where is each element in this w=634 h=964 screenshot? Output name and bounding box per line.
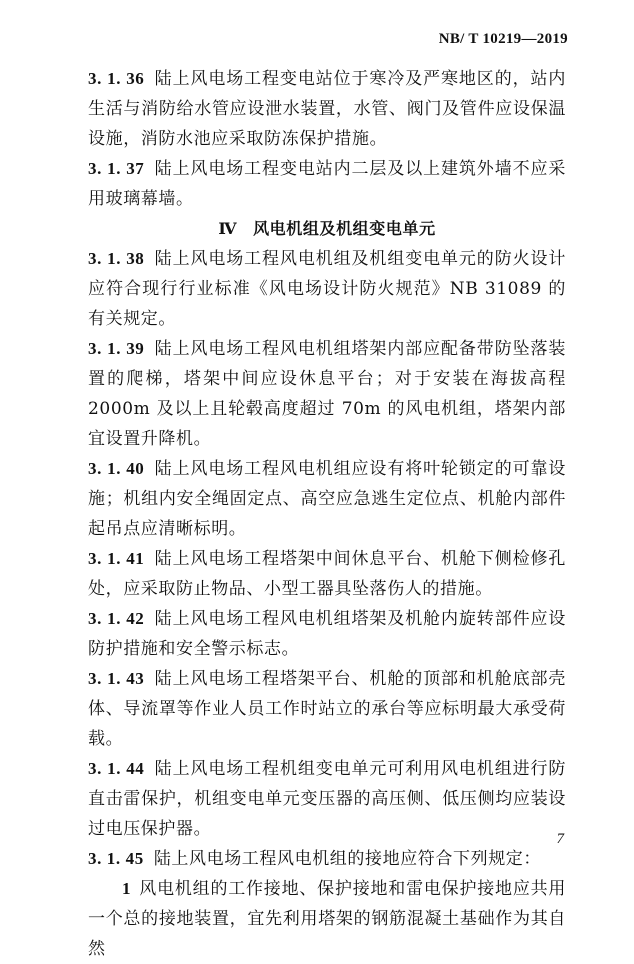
clause-number: 3. 1. 36: [88, 69, 145, 88]
clause-number: 3. 1. 41: [88, 549, 145, 568]
clause-text: 陆上风电场工程变电站内二层及以上建筑外墙不应采用玻璃幕墙。: [88, 159, 566, 209]
clause: [88, 664, 566, 754]
clause-number: 3. 1. 38: [88, 249, 145, 268]
clause: [88, 154, 566, 214]
clause: [88, 604, 566, 664]
clause: [88, 844, 566, 874]
clause-number: 3. 1. 45: [88, 849, 144, 868]
clause-number: 3. 1. 44: [88, 759, 145, 778]
clause-number: 3. 1. 43: [88, 669, 145, 688]
item-text: 风电机组的工作接地、保护接地和雷电保护接地应共用一个总的接地装置，宜先利用塔架的钢筋混凝土基础作为其自然: [88, 879, 566, 959]
clause-number: 3. 1. 39: [88, 339, 145, 358]
clause-list-a: [88, 64, 566, 214]
section-roman-numeral: Ⅳ: [218, 219, 238, 238]
clause-text: 陆上风电场工程风电机组塔架内部应配备带防坠落装置的爬梯，塔架中间应设休息平台；对于安装在海拔高程 2000m 及以上且轮毂高度超过 70m 的风电机组，塔架内部宜设置升降机。: [88, 339, 566, 449]
clause: [88, 334, 566, 454]
clause-text: 陆上风电场工程变电站位于寒冷及严寒地区的，站内生活与消防给水管应设泄水装置，水管、阀门及管件应设保温设施，消防水池应采取防冻保护措施。: [88, 69, 566, 149]
clause-number: 3. 1. 42: [88, 609, 145, 628]
clause-text: 陆上风电场工程风电机组应设有将叶轮锁定的可靠设施；机组内安全绳固定点、高空应急逃生定位点、机舱内部件起吊点应清晰标明。: [88, 459, 566, 539]
list-item: [88, 874, 566, 964]
clause-text: 陆上风电场工程风电机组及机组变电单元的防火设计应符合现行行业标准《风电场设计防火规范》NB 31089 的有关规定。: [88, 249, 566, 329]
clause-number: 3. 1. 37: [88, 159, 145, 178]
clause-list-b: [88, 244, 566, 874]
clause-number: 3. 1. 40: [88, 459, 145, 478]
standard-code: NB/ T 10219—2019: [438, 31, 568, 47]
section-title: 风电机组及机组变电单元: [253, 219, 436, 238]
item-list: [88, 874, 566, 964]
clause: [88, 544, 566, 604]
clause: [88, 244, 566, 334]
clause-text: 陆上风电场工程塔架中间休息平台、机舱下侧检修孔处，应采取防止物品、小型工器具坠落伤人的措施。: [88, 549, 566, 599]
clause-text: 陆上风电场工程风电机组塔架及机舱内旋转部件应设防护措施和安全警示标志。: [88, 609, 566, 659]
page-number: 7: [556, 831, 564, 847]
clause: [88, 754, 566, 844]
clause-text: 陆上风电场工程塔架平台、机舱的顶部和机舱底部壳体、导流罩等作业人员工作时站立的承台等应标明最大承受荷载。: [88, 669, 566, 749]
clause: [88, 454, 566, 544]
section-heading: [88, 214, 566, 244]
clause: [88, 64, 566, 154]
clause-text: 陆上风电场工程风电机组的接地应符合下列规定：: [153, 849, 542, 869]
item-number: 1: [122, 879, 132, 898]
clause-text: 陆上风电场工程机组变电单元可利用风电机组进行防直击雷保护，机组变电单元变压器的高压侧、低压侧均应装设过电压保护器。: [88, 759, 566, 839]
page-content: [88, 64, 566, 964]
